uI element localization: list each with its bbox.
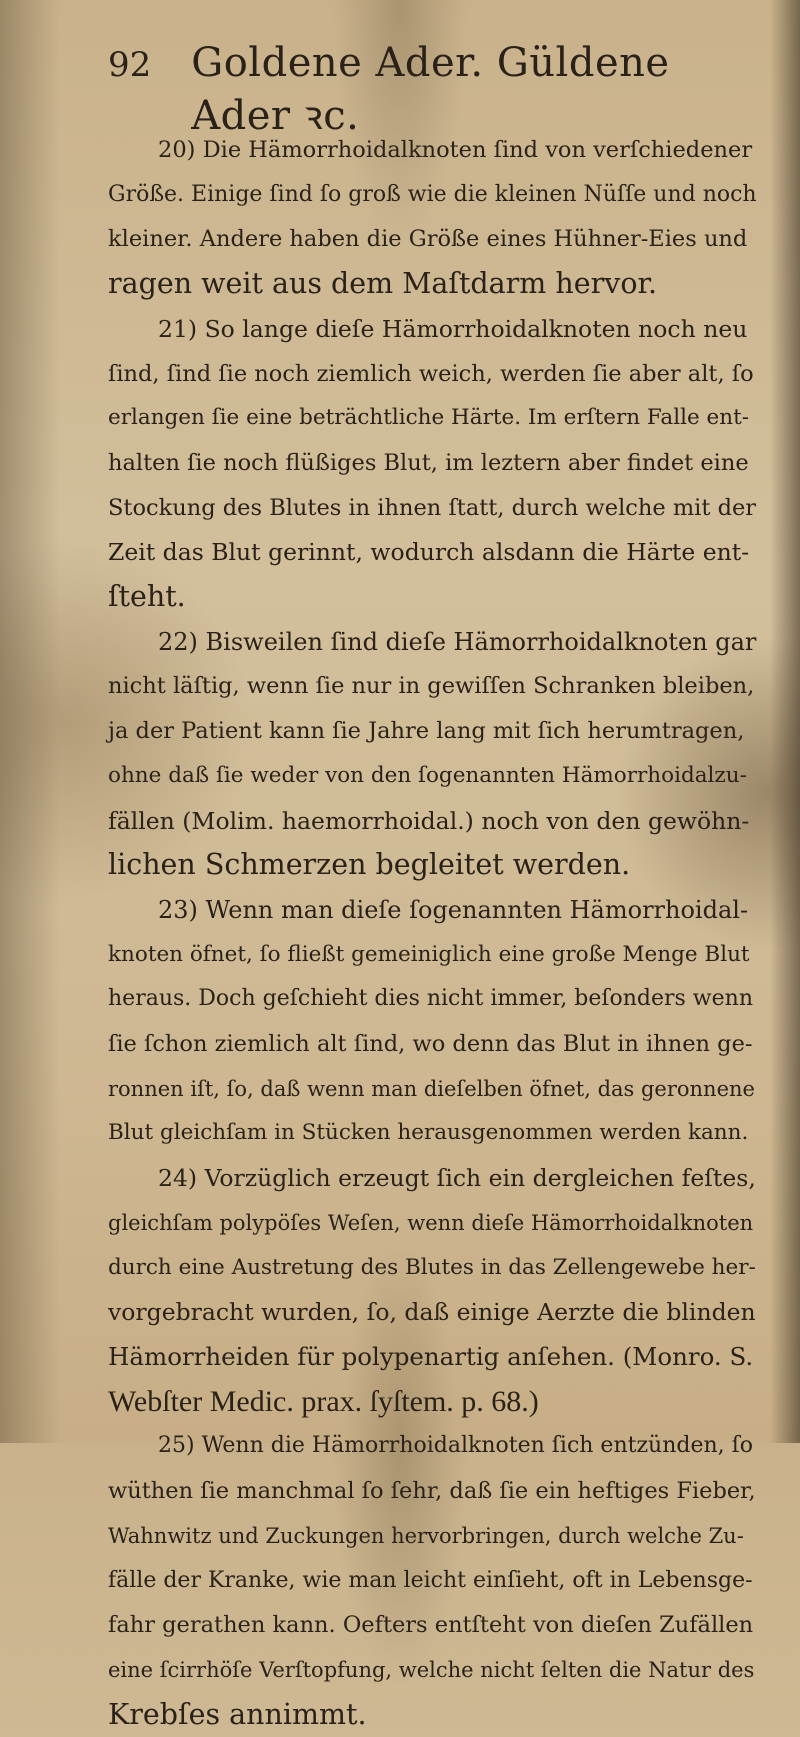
text-line: fällen (Molim. haemorrhoidal.) noch von den gewöhn- xyxy=(108,806,750,835)
text-line: ja der Patient kann ſie Jahre lang mit ſich herumtragen, xyxy=(108,718,745,745)
text-line-latin: Webſter Medic. prax. ſyſtem. p. 68.) xyxy=(108,1384,539,1418)
text-line: ſie ſchon ziemlich alt ſind, wo denn das Blut in ihnen ge- xyxy=(108,1031,753,1058)
text-line: ſteht. xyxy=(108,580,186,614)
paragraph-number: 20) xyxy=(158,137,196,163)
text-line: 24) Vorzüglich erzeugt ſich ein dergleichen feſtes, xyxy=(158,1164,756,1193)
text-line: Wahnwitz und Zuckungen hervorbringen, durch welche Zu- xyxy=(108,1523,744,1548)
text-line: 20) Die Hämorrhoidalknoten ſind von verſchiedener xyxy=(158,137,753,163)
text-line: 21) So lange dieſe Hämorrhoidalknoten noch neu xyxy=(158,314,748,343)
text-line: 22) Bisweilen ſind dieſe Hämorrhoidalknoten gar xyxy=(158,627,757,656)
paragraph-number: 22) xyxy=(158,627,198,656)
text-line: 23) Wenn man dieſe ſogenannten Hämorrhoidal- xyxy=(158,895,749,924)
paragraph-23 xyxy=(108,888,758,1156)
text-line: halten ſie noch flüßiges Blut, im leztern aber findet eine xyxy=(108,449,749,476)
text-line: heraus. Doch geſchieht dies nicht immer, beſonders wenn xyxy=(108,986,753,1012)
text-line: erlangen ſie eine beträchtliche Härte. Im erſtern Falle ent- xyxy=(108,405,749,431)
text-line: gleichſam polypöſes Weſen, wenn dieſe Hämorrhoidalknoten xyxy=(108,1210,754,1235)
paragraph-24 xyxy=(108,1156,758,1424)
page-header xyxy=(108,40,728,139)
text-line: Blut gleichſam in Stücken herausgenommen werden kann. xyxy=(108,1120,749,1146)
paragraph-22 xyxy=(108,620,758,888)
text-line: fahr gerathen kann. Oefters entſteht von dieſen Zufällen xyxy=(108,1612,754,1639)
text-line: Größe. Einige ſind ſo groß wie die kleinen Nüſſe und noch xyxy=(108,181,757,207)
text-line: fälle der Kranke, wie man leicht einſieht, oft in Lebensge- xyxy=(108,1567,753,1593)
paragraph-number: 23) xyxy=(158,895,198,924)
paragraph-25 xyxy=(108,1424,758,1737)
paragraph-number: 25) xyxy=(158,1433,195,1459)
text-line: kleiner. Andere haben die Größe eines Hühner-Eies und xyxy=(108,226,748,253)
paragraph-number: 24) xyxy=(158,1164,198,1193)
body-text xyxy=(108,128,758,1737)
text-line: 25) Wenn die Hämorrhoidalknoten ſich entzünden, ſo xyxy=(158,1433,754,1459)
text-line: Krebſes annimmt. xyxy=(108,1697,367,1731)
page-number: 92 xyxy=(108,45,152,85)
text-line: ronnen iſt, ſo, daß wenn man dieſelben öfnet, das geronnene xyxy=(108,1076,755,1101)
text-line: ragen weit aus dem Maſtdarm hervor. xyxy=(108,267,658,301)
text-line: nicht läſtig, wenn ſie nur in gewiſſen Schranken bleiben, xyxy=(108,673,755,700)
paragraph-21 xyxy=(108,307,758,620)
paragraph-number: 21) xyxy=(158,314,198,343)
page-shadow-left xyxy=(0,0,60,1443)
text-line: Hämorrheiden für polypenartig anſehen. (Monro. S. xyxy=(108,1341,754,1371)
paragraph-20 xyxy=(108,128,758,307)
text-line: ſind, ſind ſie noch ziemlich weich, werden ſie aber alt, ſo xyxy=(108,360,754,387)
text-line: eine ſcirrhöſe Verſtopfung, welche nicht ſelten die Natur des xyxy=(108,1657,755,1682)
text-line: ohne daß ſie weder von den ſogenannten Hämorrhoidalzu- xyxy=(108,762,747,788)
page-shadow-right xyxy=(770,0,800,1443)
text-line: knoten öfnet, ſo fließt gemeiniglich eine große Menge Blut xyxy=(108,941,750,967)
text-line: vorgebracht wurden, ſo, daß einige Aerzte die blinden xyxy=(108,1298,756,1327)
text-line: lichen Schmerzen begleitet werden. xyxy=(108,848,631,882)
text-line: durch eine Austretung des Blutes in das Zellengewebe her- xyxy=(108,1254,756,1280)
text-line: wüthen ſie manchmal ſo ſehr, daß ſie ein heftiges Fieber, xyxy=(108,1478,756,1505)
running-title: Goldene Ader. Güldene Ader ꝛc. xyxy=(191,40,670,139)
text-line: Zeit das Blut gerinnt, wodurch alsdann die Härte ent- xyxy=(108,538,750,567)
text-line: Stockung des Blutes in ihnen ſtatt, durch welche mit der xyxy=(108,494,757,521)
